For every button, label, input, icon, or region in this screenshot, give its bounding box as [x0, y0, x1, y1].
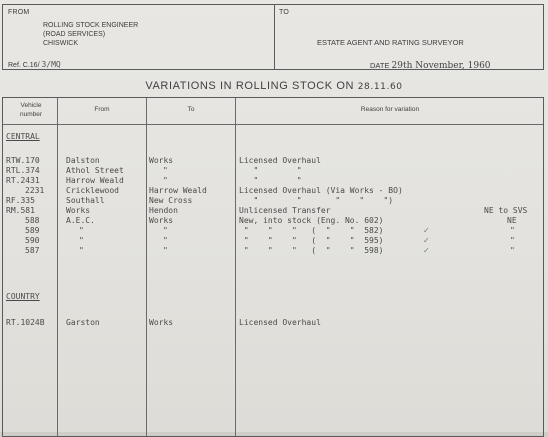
cell-reason: Licensed Overhaul (Via Works - BO) [239, 186, 403, 195]
cell-from: Southall [66, 196, 105, 205]
cell-vehicle: RF.335 [6, 196, 35, 205]
cell-vehicle: RM.581 [6, 206, 35, 215]
cell-reason: Unlicensed Transfer [239, 206, 331, 215]
cell-to: " [163, 166, 168, 175]
cell-reason: Licensed Overhaul [239, 318, 321, 327]
variations-table [2, 97, 544, 437]
cell-to: Harrow Weald [149, 186, 207, 195]
date-label: DATE [370, 61, 390, 70]
col-header-vehicle [7, 101, 55, 119]
cell-reason: " " [239, 166, 302, 175]
cell-extra: NE to SVS [484, 206, 528, 215]
cell-from: Cricklewood [66, 186, 119, 195]
col-header-reason: Reason for variation [360, 106, 420, 113]
cell-extra: " [510, 226, 515, 235]
section-title-country: COUNTRY [6, 292, 40, 301]
date-value: 29th November, 1960 [391, 61, 491, 71]
cell-to: Works [149, 318, 174, 327]
title-date: 28.11.60 [357, 82, 403, 92]
col-header-from: From [94, 106, 110, 113]
tick-mark-icon: ✓ [423, 246, 430, 255]
cell-to: " [163, 176, 168, 185]
cell-reason: " " [239, 176, 302, 185]
cell-to: " [163, 236, 168, 245]
cell-vehicle: RTW.170 [6, 156, 40, 165]
reference [8, 60, 61, 69]
title-text: VARIATIONS IN ROLLING STOCK ON [145, 80, 355, 92]
column-divider [146, 98, 147, 436]
cell-from: A.E.C. [66, 216, 95, 225]
cell-from: Harrow Weald [66, 176, 124, 185]
cell-vehicle: 588 [25, 216, 40, 225]
cell-vehicle: 590 [25, 236, 40, 245]
from-line: ROLLING STOCK ENGINEER [43, 22, 139, 29]
column-divider [235, 98, 236, 436]
header-box [2, 4, 544, 70]
cell-reason: " " " ( " " 582) [239, 226, 384, 235]
cell-reason: Licensed Overhaul [239, 156, 321, 165]
cell-extra: " [510, 236, 515, 245]
cell-from: Works [66, 206, 91, 215]
cell-to: Works [149, 216, 174, 225]
ref-value: 3/MQ [41, 60, 61, 69]
cell-extra: NE [507, 216, 517, 225]
header-divider [274, 5, 275, 69]
cell-from: Garston [66, 318, 100, 327]
cell-reason: " " " " ") [239, 196, 394, 205]
cell-vehicle: 589 [25, 226, 40, 235]
cell-to: Hendon [149, 206, 178, 215]
cell-to: " [163, 226, 168, 235]
ref-label: Ref. C.16/ [8, 62, 40, 69]
tick-mark-icon: ✓ [423, 236, 430, 245]
cell-reason: " " " ( " " 598) [239, 246, 384, 255]
cell-to: New Cross [149, 196, 193, 205]
header-row-divider [3, 124, 543, 125]
date-field [370, 61, 491, 71]
to-address: ESTATE AGENT AND RATING SURVEYOR [317, 38, 464, 47]
cell-to: " [163, 246, 168, 255]
cell-vehicle: RTL.374 [6, 166, 40, 175]
col-header-vehicle-line: Vehicle [20, 102, 42, 109]
cell-vehicle: RT.2431 [6, 176, 40, 185]
to-label: TO [279, 9, 289, 16]
cell-extra: " [510, 246, 515, 255]
cell-to: Works [149, 156, 174, 165]
from-address [43, 21, 138, 48]
cell-vehicle: 587 [25, 246, 40, 255]
page-title [0, 80, 548, 92]
col-header-vehicle-line: number [19, 111, 43, 118]
from-line: (ROAD SERVICES) [43, 31, 106, 38]
cell-reason: " " " ( " " 595) [239, 236, 384, 245]
cell-from: " [79, 246, 84, 255]
tick-mark-icon: ✓ [423, 226, 430, 235]
cell-from: " [79, 236, 84, 245]
from-label: FROM [8, 9, 30, 16]
column-divider [57, 98, 58, 436]
col-header-to: To [187, 106, 195, 113]
from-line: CHISWICK [43, 40, 78, 47]
cell-reason: New, into stock (Eng. No. 602) [239, 216, 384, 225]
cell-from: Dalston [66, 156, 100, 165]
cell-vehicle: 2231 [25, 186, 45, 195]
cell-from: " [79, 226, 84, 235]
cell-vehicle: RT.1024B [6, 318, 45, 327]
section-title-central: CENTRAL [6, 132, 40, 141]
cell-from: Athol Street [66, 166, 124, 175]
